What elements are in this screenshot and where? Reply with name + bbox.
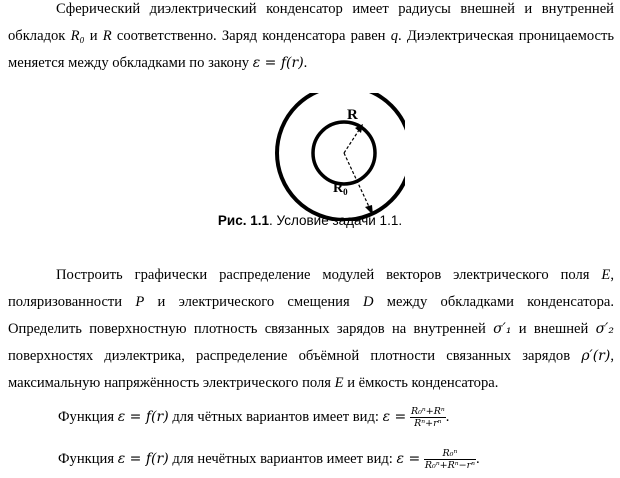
task-paragraph	[8, 262, 614, 397]
fraction-denominator: Rⁿ+rⁿ	[414, 418, 442, 429]
text: .	[445, 408, 450, 425]
problem-statement-paragraph	[8, 0, 614, 77]
label-R: R	[347, 107, 358, 123]
fraction-denominator: R₀ⁿ+Rⁿ−rⁿ	[424, 460, 476, 471]
text: для чётных вариантов имеет вид:	[168, 408, 383, 425]
symbol-sigma2: σ′₂	[595, 321, 614, 337]
formula-fraction-even	[410, 406, 446, 429]
inner-radius-line	[344, 127, 361, 153]
symbol-D: D	[362, 294, 374, 310]
text: и электрического смещения	[144, 294, 363, 310]
formula-fraction-odd	[424, 448, 476, 471]
text: , поляризованности	[8, 267, 614, 310]
text: Функция	[58, 450, 118, 467]
text: , максимальную напряжённость электрического поля	[8, 348, 614, 391]
text: Сферический диэлектрический конденсатор имеет радиусы внешней и внутренней обкладок	[8, 1, 614, 44]
function-even-line	[58, 406, 449, 429]
formula-lhs: ε =	[382, 408, 407, 425]
function-odd-line	[58, 448, 480, 471]
text: .	[476, 450, 480, 467]
text: .	[303, 55, 308, 71]
symbol-q: q	[390, 28, 398, 44]
capacitor-diagram	[273, 93, 405, 221]
formula-epsilon-law: ε = f(r)	[117, 408, 169, 425]
symbol-E: E	[601, 267, 611, 283]
symbol-rho: ρ′(r)	[581, 348, 611, 364]
symbol-P: P	[135, 294, 145, 310]
outer-plate-circle	[277, 93, 405, 220]
text: между обкладками конденсатора. Определить поверхностную плотность связанных зарядов на внутренней	[8, 294, 614, 337]
text: для нечётных вариантов имеет вид:	[168, 450, 397, 467]
text: соответственно. Заряд конденсатора равен	[111, 28, 391, 44]
symbol-R: R	[102, 28, 112, 44]
text: Построить графически распределение модулей векторов электрического поля	[56, 267, 602, 283]
caption-label: Рис. 1.1	[217, 213, 270, 228]
text: Функция	[58, 408, 118, 425]
text: и ёмкость конденсатора.	[343, 375, 499, 391]
formula-epsilon-law: ε = f(r)	[252, 55, 304, 71]
caption-text: . Условие задачи 1.1.	[269, 213, 403, 228]
label-R0: $R_0$	[333, 181, 348, 197]
formula-epsilon-law: ε = f(r)	[117, 450, 169, 467]
text: . Диэлектрическая проницаемость меняется между обкладками по закону	[8, 28, 614, 71]
text: и внешней	[511, 321, 596, 337]
symbol-R0: R₀	[70, 28, 85, 44]
fraction-numerator: R₀ⁿ+Rⁿ	[410, 406, 445, 417]
figure-spherical-capacitor	[273, 93, 405, 221]
text: и	[84, 28, 103, 44]
symbol-sigma1: σ′₁	[493, 321, 512, 337]
figure-caption	[0, 213, 620, 228]
formula-lhs: ε =	[396, 450, 421, 467]
symbol-E: E	[334, 375, 344, 391]
fraction-numerator: R₀ⁿ	[424, 448, 476, 460]
text: поверхностях диэлектрика, распределение объёмной плотности связанных зарядов	[8, 348, 582, 364]
